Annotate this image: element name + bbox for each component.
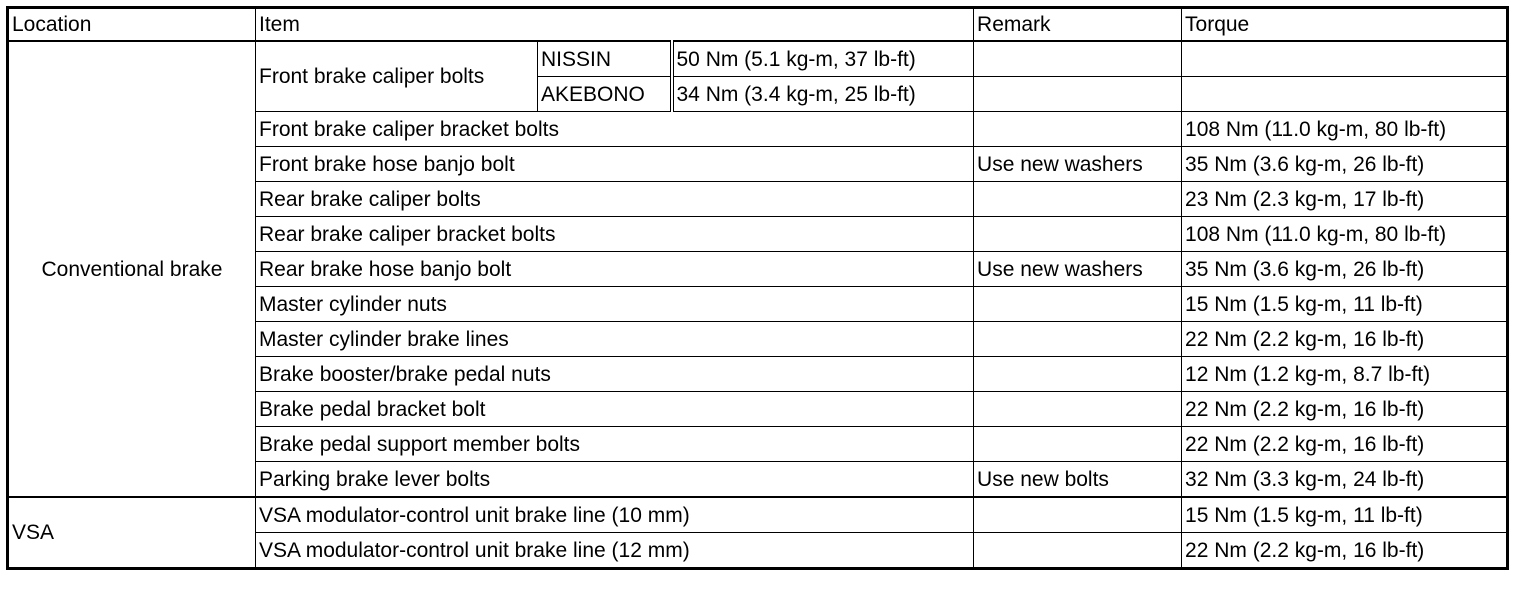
remark-cell — [974, 77, 1182, 112]
remark-column-header: Remark — [974, 8, 1182, 42]
torque-specification-table — [6, 6, 1509, 570]
table-row — [8, 497, 1508, 533]
remark-cell — [974, 533, 1182, 569]
item-cell: VSA modulator-control unit brake line (10 mm) — [256, 497, 974, 533]
item-cell: Front brake caliper bolts — [256, 41, 538, 112]
location-column-header: Location — [8, 8, 256, 42]
item-cell: Parking brake lever bolts — [256, 462, 974, 498]
torque-cell: 22 Nm (2.2 kg-m, 16 lb-ft) — [1182, 392, 1508, 427]
item-cell: VSA modulator-control unit brake line (12 mm) — [256, 533, 974, 569]
item-cell: Rear brake caliper bracket bolts — [256, 217, 974, 252]
item-cell: Brake booster/brake pedal nuts — [256, 357, 974, 392]
torque-cell — [1182, 41, 1508, 77]
remark-cell — [974, 112, 1182, 147]
torque-cell: 35 Nm (3.6 kg-m, 26 lb-ft) — [1182, 147, 1508, 182]
torque-cell: 15 Nm (1.5 kg-m, 11 lb-ft) — [1182, 287, 1508, 322]
item-cell: Master cylinder brake lines — [256, 322, 974, 357]
item-cell: Front brake caliper bracket bolts — [256, 112, 974, 147]
torque-cell: 22 Nm (2.2 kg-m, 16 lb-ft) — [1182, 322, 1508, 357]
item-cell: Brake pedal bracket bolt — [256, 392, 974, 427]
item-cell: Rear brake hose banjo bolt — [256, 252, 974, 287]
remark-cell — [974, 427, 1182, 462]
torque-column-header: Torque — [1182, 8, 1508, 42]
item-cell: Rear brake caliper bolts — [256, 182, 974, 217]
remark-cell — [974, 392, 1182, 427]
item-cell: Master cylinder nuts — [256, 287, 974, 322]
torque-cell: 32 Nm (3.3 kg-m, 24 lb-ft) — [1182, 462, 1508, 498]
item-cell: Brake pedal support member bolts — [256, 427, 974, 462]
torque-cell: 22 Nm (2.2 kg-m, 16 lb-ft) — [1182, 427, 1508, 462]
remark-cell — [974, 217, 1182, 252]
header-row — [8, 8, 1508, 42]
location-conventional-brake: Conventional brake — [8, 41, 256, 497]
torque-cell: 35 Nm (3.6 kg-m, 26 lb-ft) — [1182, 252, 1508, 287]
item-column-header: Item — [256, 8, 974, 42]
torque-cell: 108 Nm (11.0 kg-m, 80 lb-ft) — [1182, 217, 1508, 252]
remark-cell — [974, 287, 1182, 322]
manufacturer-torque-cell: 34 Nm (3.4 kg-m, 25 lb-ft) — [672, 77, 974, 112]
manufacturer-torque-cell: 50 Nm (5.1 kg-m, 37 lb-ft) — [672, 41, 974, 77]
remark-cell — [974, 41, 1182, 77]
table-row — [8, 41, 1508, 77]
torque-cell: 22 Nm (2.2 kg-m, 16 lb-ft) — [1182, 533, 1508, 569]
remark-cell: Use new washers — [974, 147, 1182, 182]
manufacturer-cell: NISSIN — [538, 41, 672, 77]
torque-cell: 23 Nm (2.3 kg-m, 17 lb-ft) — [1182, 182, 1508, 217]
manufacturer-cell: AKEBONO — [538, 77, 672, 112]
remark-cell — [974, 182, 1182, 217]
remark-cell — [974, 322, 1182, 357]
item-cell: Front brake hose banjo bolt — [256, 147, 974, 182]
torque-cell: 12 Nm (1.2 kg-m, 8.7 lb-ft) — [1182, 357, 1508, 392]
torque-cell: 108 Nm (11.0 kg-m, 80 lb-ft) — [1182, 112, 1508, 147]
remark-cell — [974, 357, 1182, 392]
remark-cell: Use new washers — [974, 252, 1182, 287]
location-vsa: VSA — [8, 497, 256, 569]
remark-cell: Use new bolts — [974, 462, 1182, 498]
torque-cell — [1182, 77, 1508, 112]
remark-cell — [974, 497, 1182, 533]
torque-cell: 15 Nm (1.5 kg-m, 11 lb-ft) — [1182, 497, 1508, 533]
